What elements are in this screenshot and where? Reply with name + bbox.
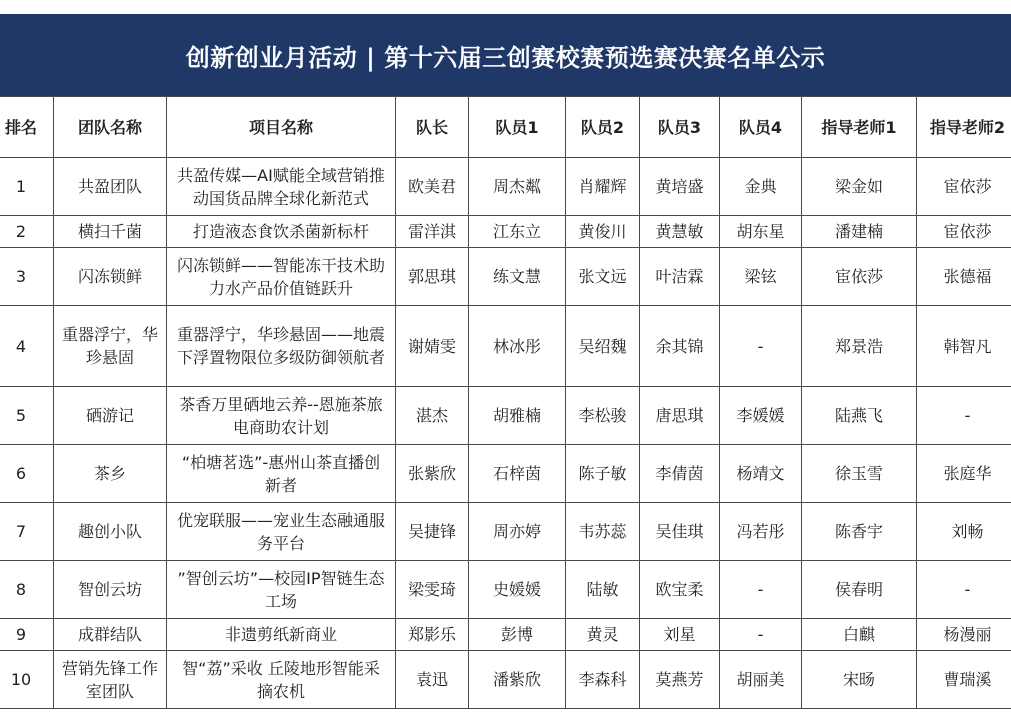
advisor2-cell: 宦依莎	[917, 216, 1011, 248]
member1-cell: 周杰粼	[469, 158, 566, 216]
member3-cell: 叶洁霖	[640, 248, 720, 306]
leader-cell: 郭思琪	[396, 248, 469, 306]
title-banner	[0, 14, 1011, 96]
member3-cell: 吴佳琪	[640, 503, 720, 561]
header-member2: 队员2	[566, 97, 640, 158]
project-cell: “柏塘茗选”-惠州山茶直播创新者	[167, 445, 396, 503]
member4-cell: 金典	[720, 158, 802, 216]
team-cell: 重器浮宁，华珍悬固	[54, 306, 167, 387]
project-cell: 茶香万里硒地云养--恩施茶旅电商助农计划	[167, 387, 396, 445]
member2-cell: 吴绍魏	[566, 306, 640, 387]
member4-cell: 杨靖文	[720, 445, 802, 503]
advisor2-cell: -	[917, 387, 1011, 445]
member4-cell: 梁铉	[720, 248, 802, 306]
advisor1-cell: 潘建楠	[802, 216, 917, 248]
member2-cell: 陆敏	[566, 561, 640, 619]
header-rank: 排名	[0, 97, 54, 158]
member3-cell: 余其锦	[640, 306, 720, 387]
member1-cell: 史媛媛	[469, 561, 566, 619]
team-cell: 闪冻锁鲜	[54, 248, 167, 306]
table-row	[0, 651, 1011, 709]
table-row	[0, 248, 1011, 306]
member3-cell: 李倩茵	[640, 445, 720, 503]
advisor2-cell: 杨漫丽	[917, 619, 1011, 651]
member3-cell: 黄慧敏	[640, 216, 720, 248]
header-advisor2: 指导老师2	[917, 97, 1011, 158]
member3-cell: 黄培盛	[640, 158, 720, 216]
advisor1-cell: 宋旸	[802, 651, 917, 709]
member2-cell: 陈子敏	[566, 445, 640, 503]
member2-cell: 黄俊川	[566, 216, 640, 248]
advisor2-cell: -	[917, 561, 1011, 619]
member4-cell: 李媛媛	[720, 387, 802, 445]
leader-cell: 湛杰	[396, 387, 469, 445]
header-advisor1: 指导老师1	[802, 97, 917, 158]
leader-cell: 欧美君	[396, 158, 469, 216]
team-cell: 茶乡	[54, 445, 167, 503]
team-cell: 营销先锋工作室团队	[54, 651, 167, 709]
member3-cell: 唐思琪	[640, 387, 720, 445]
results-table-container	[0, 96, 1011, 716]
advisor1-cell: 陆燕飞	[802, 387, 917, 445]
page-title: 创新创业月活动 | 第十六届三创赛校赛预选赛决赛名单公示	[185, 43, 826, 72]
table-row	[0, 387, 1011, 445]
table-row	[0, 445, 1011, 503]
member1-cell: 练文慧	[469, 248, 566, 306]
advisor2-cell: 宦依莎	[917, 158, 1011, 216]
advisor2-cell: 刘畅	[917, 503, 1011, 561]
project-cell: 打造液态食饮杀菌新标杆	[167, 216, 396, 248]
team-cell: 硒游记	[54, 387, 167, 445]
advisor1-cell: 陈香宇	[802, 503, 917, 561]
rank-cell: 7	[0, 503, 54, 561]
advisor1-cell: 梁金如	[802, 158, 917, 216]
member4-cell: -	[720, 619, 802, 651]
team-cell: 横扫千菌	[54, 216, 167, 248]
team-cell: 智创云坊	[54, 561, 167, 619]
member1-cell: 胡雅楠	[469, 387, 566, 445]
header-project: 项目名称	[167, 97, 396, 158]
advisor1-cell: 白麒	[802, 619, 917, 651]
member2-cell: 李森科	[566, 651, 640, 709]
advisor2-cell: 韩智凡	[917, 306, 1011, 387]
rank-cell: 4	[0, 306, 54, 387]
member2-cell: 韦苏蕊	[566, 503, 640, 561]
team-cell: 成群结队	[54, 619, 167, 651]
member4-cell: 胡丽美	[720, 651, 802, 709]
results-table	[0, 96, 1011, 709]
table-row	[0, 158, 1011, 216]
member3-cell: 莫燕芳	[640, 651, 720, 709]
advisor1-cell: 宦依莎	[802, 248, 917, 306]
project-cell: ”智创云坊”—校园IP智链生态工场	[167, 561, 396, 619]
project-cell: 闪冻锁鲜——智能冻干技术助力水产品价值链跃升	[167, 248, 396, 306]
leader-cell: 张紫欣	[396, 445, 469, 503]
member4-cell: 胡东星	[720, 216, 802, 248]
table-row	[0, 306, 1011, 387]
rank-cell: 9	[0, 619, 54, 651]
advisor2-cell: 张德福	[917, 248, 1011, 306]
project-cell: 重器浮宁，华珍悬固——地震下浮置物限位多级防御领航者	[167, 306, 396, 387]
member2-cell: 李松骏	[566, 387, 640, 445]
rank-cell: 1	[0, 158, 54, 216]
project-cell: 优宠联服——宠业生态融通服务平台	[167, 503, 396, 561]
member1-cell: 周亦婷	[469, 503, 566, 561]
rank-cell: 2	[0, 216, 54, 248]
rank-cell: 6	[0, 445, 54, 503]
leader-cell: 雷洋淇	[396, 216, 469, 248]
member3-cell: 欧宝柔	[640, 561, 720, 619]
project-cell: 智“荔”采收 丘陵地形智能采摘农机	[167, 651, 396, 709]
member1-cell: 彭博	[469, 619, 566, 651]
member4-cell: -	[720, 561, 802, 619]
header-member3: 队员3	[640, 97, 720, 158]
member2-cell: 肖耀辉	[566, 158, 640, 216]
member4-cell: 冯若彤	[720, 503, 802, 561]
leader-cell: 吴捷锋	[396, 503, 469, 561]
header-member4: 队员4	[720, 97, 802, 158]
advisor1-cell: 徐玉雪	[802, 445, 917, 503]
leader-cell: 谢婧雯	[396, 306, 469, 387]
member1-cell: 林冰彤	[469, 306, 566, 387]
team-cell: 趣创小队	[54, 503, 167, 561]
header-row	[0, 97, 1011, 158]
member2-cell: 黄灵	[566, 619, 640, 651]
header-team: 团队名称	[54, 97, 167, 158]
header-leader: 队长	[396, 97, 469, 158]
advisor1-cell: 郑景浩	[802, 306, 917, 387]
project-cell: 共盈传媒—AI赋能全域营销推动国货品牌全球化新范式	[167, 158, 396, 216]
rank-cell: 8	[0, 561, 54, 619]
member1-cell: 石梓茵	[469, 445, 566, 503]
member1-cell: 江东立	[469, 216, 566, 248]
rank-cell: 10	[0, 651, 54, 709]
table-row	[0, 216, 1011, 248]
project-cell: 非遗剪纸新商业	[167, 619, 396, 651]
leader-cell: 梁雯琦	[396, 561, 469, 619]
table-row	[0, 503, 1011, 561]
rank-cell: 3	[0, 248, 54, 306]
member2-cell: 张文远	[566, 248, 640, 306]
rank-cell: 5	[0, 387, 54, 445]
team-cell: 共盈团队	[54, 158, 167, 216]
member4-cell: -	[720, 306, 802, 387]
table-row	[0, 561, 1011, 619]
leader-cell: 郑影乐	[396, 619, 469, 651]
member1-cell: 潘紫欣	[469, 651, 566, 709]
leader-cell: 袁迅	[396, 651, 469, 709]
table-row	[0, 619, 1011, 651]
advisor2-cell: 曹瑞溪	[917, 651, 1011, 709]
header-member1: 队员1	[469, 97, 566, 158]
advisor2-cell: 张庭华	[917, 445, 1011, 503]
advisor1-cell: 侯春明	[802, 561, 917, 619]
member3-cell: 刘星	[640, 619, 720, 651]
